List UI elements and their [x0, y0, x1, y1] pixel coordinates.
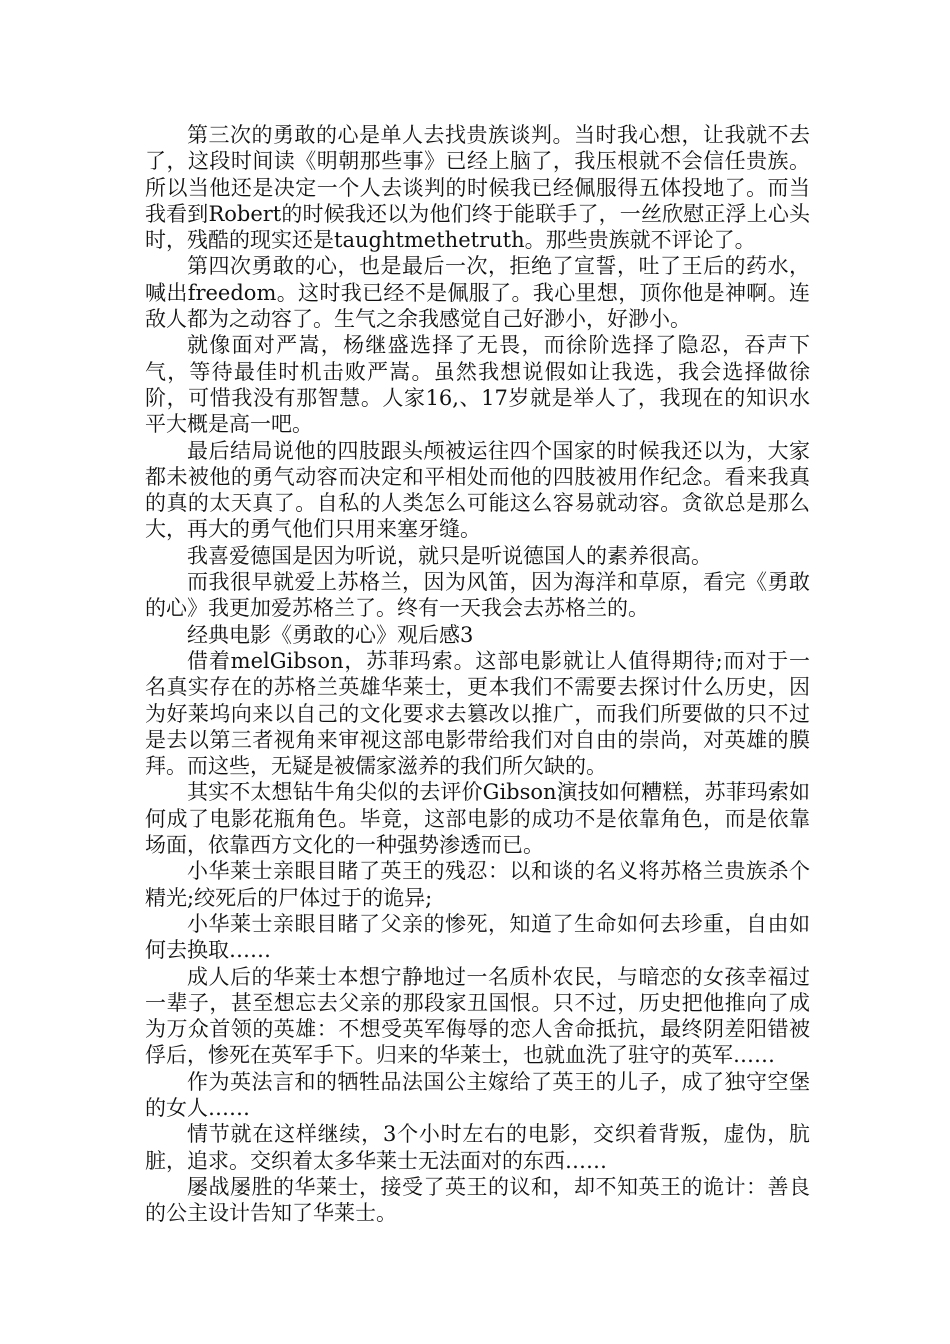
paragraph: 最后结局说他的四肢跟头颅被运往四个国家的时候我还以为，大家都未被他的勇气动容而决定和平相处而他的四肢被用作纪念。看来我真的真的太天真了。自私的人类怎么可能这么容易就动容。贪欲总是那么大，再大的勇气他们只用来塞牙缝。: [145, 438, 810, 542]
paragraph: 我喜爱德国是因为听说，就只是听说德国人的素养很高。: [187, 543, 712, 568]
paragraph: 而我很早就爱上苏格兰，因为风笛，因为海洋和草原，看完《勇敢的心》我更加爱苏格兰了。终有一天我会去苏格兰的。: [145, 570, 810, 621]
paragraph: 屡战屡胜的华莱士，接受了英王的议和，却不知英王的诡计：善良的公主设计告知了华莱士。: [145, 1174, 810, 1226]
section-heading: 经典电影《勇敢的心》观后感3: [187, 622, 474, 647]
document-body: [145, 122, 810, 1226]
paragraph: 小华莱士亲眼目睹了父亲的惨死，知道了生命如何去珍重，自由如何去换取……: [145, 911, 810, 963]
paragraph: 其实不太想钻牛角尖似的去评价Gibson演技如何糟糕，苏菲玛索如何成了电影花瓶角色。毕竟，这部电影的成功不是依靠角色，而是依靠场面，依靠西方文化的一种强势渗透而已。: [145, 780, 810, 858]
paragraph: 成人后的华莱士本想宁静地过一名质朴农民，与暗恋的女孩幸福过一辈子，甚至想忘去父亲的那段家丑国恨。只不过，历史把他推向了成为万众首领的英雄：不想受英军侮辱的恋人舍命抵抗，最终阴差阳错被俘后，惨死在英军手下。归来的华莱士，也就血洗了驻守的英军……: [145, 964, 810, 1068]
paragraph: 小华莱士亲眼目睹了英王的残忍：以和谈的名义将苏格兰贵族杀个精光;绞死后的尸体过于的诡异;: [145, 859, 810, 910]
paragraph: 就像面对严嵩，杨继盛选择了无畏，而徐阶选择了隐忍，吞声下气，等待最佳时机击败严嵩。虽然我想说假如让我选，我会选择做徐阶，可惜我没有那智慧。人家16,、17岁就是举人了，我现在的知识水平大概是高一吧。: [145, 333, 810, 437]
paragraph: 情节就在这样继续，3个小时左右的电影，交织着背叛，虚伪，肮脏，追求。交织着太多华莱士无法面对的东西……: [145, 1122, 810, 1173]
paragraph: 作为英法言和的牺牲品法国公主嫁给了英王的儿子，成了独守空堡的女人……: [145, 1069, 810, 1120]
paragraph: 借着melGibson，苏菲玛索。这部电影就让人值得期待;而对于一名真实存在的苏格兰英雄华莱士，更本我们不需要去探讨什么历史，因为好莱坞向来以自己的文化要求去篡改以推广，而我们所要做的只不过是去以第三者视角来审视这部电影带给我们对自由的崇尚，对英雄的膜拜。而这些，无疑是被儒家滋养的我们所欠缺的。: [145, 648, 810, 779]
paragraph: 第三次的勇敢的心是单人去找贵族谈判。当时我心想，让我就不去了，这段时间读《明朝那些事》已经上脑了，我压根就不会信任贵族。所以当他还是决定一个人去谈判的时候我已经佩服得五体投地了。而当我看到Robert的时候我还以为他们终于能联手了，一丝欣慰正浮上心头时，残酷的现实还是taughtmethetruth。那些贵族就不评论了。: [145, 123, 810, 253]
paragraph: 第四次勇敢的心，也是最后一次，拒绝了宣誓，吐了王后的药水，喊出freedom。这时我已经不是佩服了。我心里想，顶你他是神啊。连敌人都为之动容了。生气之余我感觉自己好渺小，好渺小。: [145, 254, 810, 332]
